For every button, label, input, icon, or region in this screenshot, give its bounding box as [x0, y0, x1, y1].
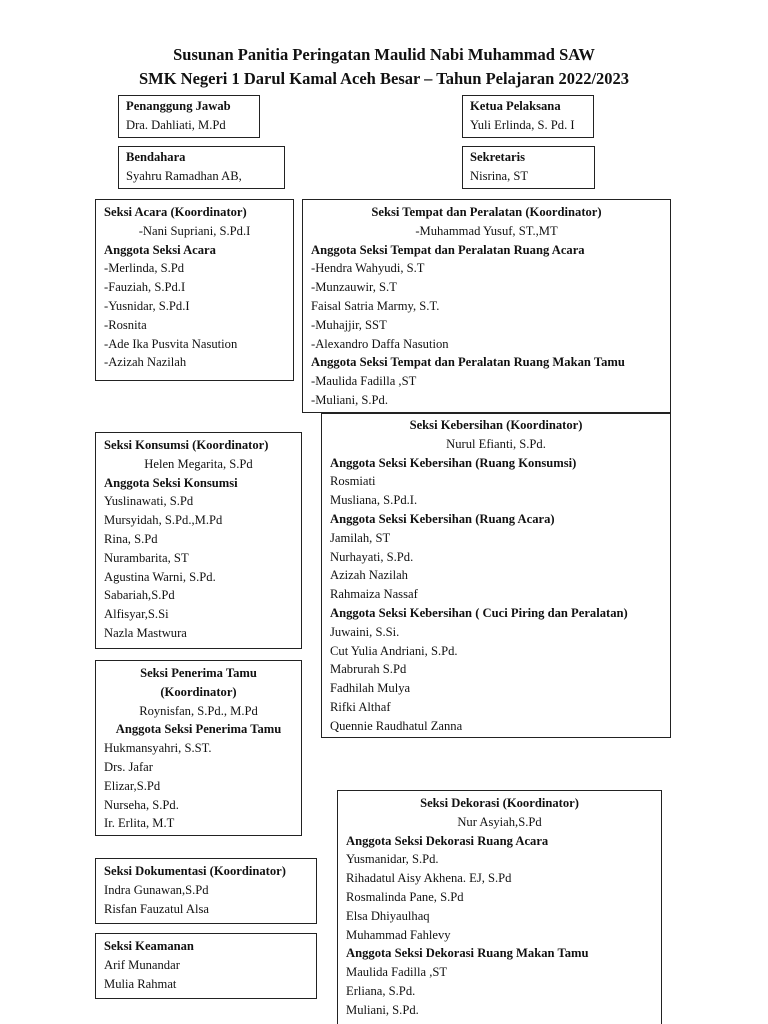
seksi-tempat-member: -Alexandro Daffa Nasution	[311, 336, 449, 351]
seksi-acara-coordinator: -Nani Supriani, S.Pd.I	[138, 223, 251, 238]
seksi-konsumsi-member: Agustina Warni, S.Pd.	[104, 569, 216, 584]
seksi-dekorasi-heading: Seksi Dekorasi (Koordinator)	[420, 796, 579, 810]
seksi-dokumentasi-member: Indra Gunawan,S.Pd	[104, 882, 209, 897]
seksi-tempat-member: -Hendra Wahyudi, S.T	[311, 261, 425, 276]
seksi-acara-member: -Yusnidar, S.Pd.I	[104, 298, 190, 313]
seksi-konsumsi-box	[95, 432, 302, 649]
seksi-kebersihan-member: Juwaini, S.Si.	[330, 624, 400, 639]
seksi-penerima-tamu-box	[95, 660, 302, 836]
bendahara-name: Syahru Ramadhan AB,	[126, 168, 242, 183]
seksi-kebersihan-member: Quennie Raudhatul Zanna	[330, 718, 463, 733]
seksi-konsumsi-member: Sabariah,S.Pd	[104, 588, 175, 603]
ketua-pelaksana-label: Ketua Pelaksana	[470, 99, 561, 113]
seksi-keamanan-member: Mulia Rahmat	[104, 976, 177, 991]
page-subtitle: SMK Negeri 1 Darul Kamal Aceh Besar – Tahun Pelajaran 2022/2023	[138, 69, 630, 88]
penanggung-jawab-name: Dra. Dahliati, M.Pd	[126, 117, 226, 132]
seksi-kebersihan-member: Musliana, S.Pd.I.	[330, 493, 418, 508]
seksi-dekorasi-member: Rihadatul Aisy Akhena. EJ, S.Pd	[346, 871, 512, 886]
seksi-kebersihan-coordinator: Nurul Efianti, S.Pd.	[446, 436, 546, 451]
bendahara-label: Bendahara	[126, 150, 186, 164]
seksi-dekorasi-group1-label: Anggota Seksi Dekorasi Ruang Acara	[346, 833, 549, 848]
seksi-dokumentasi-heading: Seksi Dokumentasi (Koordinator)	[104, 864, 286, 878]
seksi-konsumsi-member: Mursyidah, S.Pd.,M.Pd	[104, 513, 223, 528]
seksi-konsumsi-heading: Seksi Konsumsi (Koordinator)	[104, 438, 269, 452]
seksi-tempat-member: -Maulida Fadilla ,ST	[311, 374, 417, 389]
seksi-konsumsi-member: Nazla Mastwura	[104, 625, 187, 640]
seksi-kebersihan-box	[321, 413, 671, 738]
sekretaris-name: Nisrina, ST	[470, 168, 529, 183]
seksi-konsumsi-members-label: Anggota Seksi Konsumsi	[104, 475, 238, 490]
seksi-dekorasi-member: Elsa Dhiyaulhaq	[346, 908, 430, 923]
seksi-konsumsi-coordinator: Helen Megarita, S.Pd	[144, 456, 253, 471]
seksi-kebersihan-group2-label: Anggota Seksi Kebersihan (Ruang Acara)	[330, 511, 555, 526]
seksi-dokumentasi-box	[95, 858, 317, 924]
seksi-kebersihan-member: Azizah Nazilah	[330, 568, 408, 583]
seksi-dekorasi-member: Maulida Fadilla ,ST	[346, 965, 448, 980]
seksi-keamanan-box	[95, 933, 317, 999]
seksi-konsumsi-member: Yuslinawati, S.Pd	[104, 494, 194, 509]
seksi-tempat-member: -Muliani, S.Pd.	[311, 392, 388, 407]
seksi-acara-member: -Fauziah, S.Pd.I	[104, 280, 186, 295]
seksi-tempat-heading: Seksi Tempat dan Peralatan (Koordinator)	[371, 205, 602, 219]
seksi-penerima-tamu-coordinator: Roynisfan, S.Pd., M.Pd	[139, 703, 258, 718]
seksi-penerima-tamu-member: Nurseha, S.Pd.	[104, 797, 179, 812]
seksi-dekorasi-box	[337, 790, 662, 1024]
seksi-tempat-coordinator: -Muhammad Yusuf, ST.,MT	[415, 223, 558, 238]
seksi-acara-member: -Azizah Nazilah	[104, 355, 187, 370]
sekretaris-box	[462, 146, 595, 189]
seksi-dekorasi-coordinator: Nur Asyiah,S.Pd	[457, 814, 542, 829]
seksi-dekorasi-member: Muliani, S.Pd.	[346, 1002, 419, 1017]
seksi-tempat-box	[302, 199, 671, 413]
ketua-pelaksana-name: Yuli Erlinda, S. Pd. I	[470, 117, 575, 132]
ketua-pelaksana-box	[462, 95, 594, 138]
seksi-penerima-tamu-member: Hukmansyahri, S.ST.	[104, 741, 212, 756]
seksi-penerima-tamu-member: Ir. Erlita, M.T	[104, 816, 175, 831]
seksi-kebersihan-member: Mabrurah S.Pd	[330, 662, 407, 677]
seksi-dekorasi-member: Muhammad Fahlevy	[346, 927, 451, 942]
seksi-acara-member: -Rosnita	[104, 317, 147, 332]
seksi-dekorasi-member: Yusmanidar, S.Pd.	[346, 852, 439, 867]
seksi-dekorasi-member: Erliana, S.Pd.	[346, 983, 416, 998]
seksi-kebersihan-member: Nurhayati, S.Pd.	[330, 549, 414, 564]
seksi-kebersihan-member: Rifki Althaf	[330, 699, 391, 714]
seksi-kebersihan-member: Fadhilah Mulya	[330, 681, 411, 696]
seksi-acara-members-label: Anggota Seksi Acara	[104, 242, 216, 257]
penanggung-jawab-box	[118, 95, 260, 138]
seksi-konsumsi-member: Alfisyar,S.Si	[104, 607, 169, 622]
seksi-keamanan-member: Arif Munandar	[104, 957, 180, 972]
seksi-dokumentasi-member: Risfan Fauzatul Alsa	[104, 901, 209, 916]
seksi-kebersihan-group3-label: Anggota Seksi Kebersihan ( Cuci Piring dan Peralatan)	[330, 605, 628, 620]
seksi-penerima-tamu-heading: Seksi Penerima Tamu	[140, 666, 257, 680]
seksi-dekorasi-member: Rosmalinda Pane, S.Pd	[346, 889, 464, 904]
seksi-konsumsi-member: Nurambarita, ST	[104, 550, 189, 565]
penanggung-jawab-label: Penanggung Jawab	[126, 99, 231, 113]
bendahara-box	[118, 146, 285, 189]
seksi-penerima-tamu-heading-sub: (Koordinator)	[160, 684, 237, 699]
seksi-kebersihan-member: Cut Yulia Andriani, S.Pd.	[330, 643, 458, 658]
seksi-penerima-tamu-members-label: Anggota Seksi Penerima Tamu	[115, 722, 282, 737]
seksi-acara-member: -Merlinda, S.Pd	[104, 261, 185, 276]
seksi-keamanan-heading: Seksi Keamanan	[104, 939, 194, 953]
seksi-acara-member: -Ade Ika Pusvita Nasution	[104, 336, 238, 351]
seksi-tempat-member: Faisal Satria Marmy, S.T.	[311, 298, 440, 313]
seksi-konsumsi-member: Rina, S.Pd	[104, 531, 158, 546]
seksi-tempat-member: -Muhajjir, SST	[311, 317, 387, 332]
seksi-kebersihan-member: Rahmaiza Nassaf	[330, 587, 418, 602]
seksi-kebersihan-member: Jamilah, ST	[330, 530, 391, 545]
seksi-kebersihan-heading: Seksi Kebersihan (Koordinator)	[409, 418, 583, 432]
seksi-kebersihan-member: Rosmiati	[330, 474, 376, 489]
seksi-dekorasi-group2-label: Anggota Seksi Dekorasi Ruang Makan Tamu	[346, 946, 589, 961]
seksi-tempat-group1-label: Anggota Seksi Tempat dan Peralatan Ruang Acara	[311, 242, 585, 257]
seksi-acara-box	[95, 199, 294, 381]
sekretaris-label: Sekretaris	[470, 150, 526, 164]
seksi-penerima-tamu-member: Drs. Jafar	[104, 759, 153, 774]
seksi-penerima-tamu-member: Elizar,S.Pd	[104, 778, 161, 793]
seksi-tempat-member: -Munzauwir, S.T	[311, 280, 397, 295]
seksi-kebersihan-group1-label: Anggota Seksi Kebersihan (Ruang Konsumsi)	[330, 455, 577, 470]
page-title: Susunan Panitia Peringatan Maulid Nabi Muhammad SAW	[173, 45, 595, 64]
seksi-tempat-group2-label: Anggota Seksi Tempat dan Peralatan Ruang Makan Tamu	[311, 355, 625, 370]
seksi-acara-heading: Seksi Acara (Koordinator)	[104, 205, 247, 219]
